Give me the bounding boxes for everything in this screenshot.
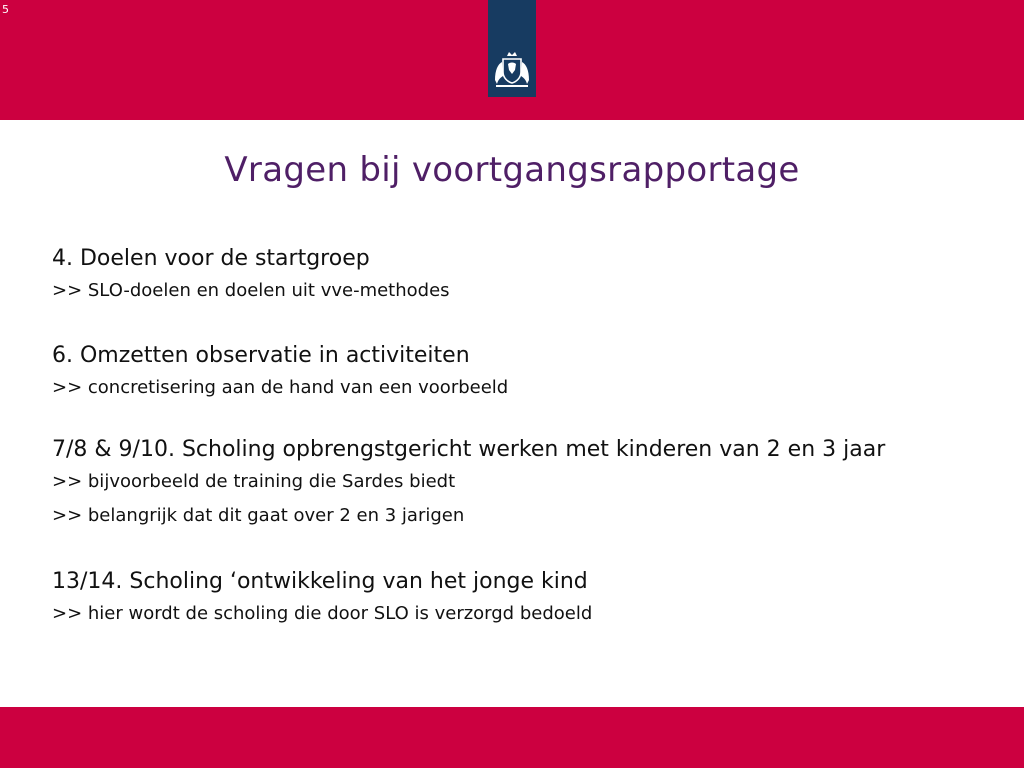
section-heading: 4. Doelen voor de startgroep <box>52 246 370 271</box>
coat-of-arms-icon <box>491 50 533 88</box>
section-subpoint: >> hier wordt de scholing die door SLO is verzorgd bedoeld <box>52 603 593 624</box>
section-subpoint: >> bijvoorbeeld de training die Sardes biedt <box>52 471 456 492</box>
section-subpoint: >> concretisering aan de hand van een voorbeeld <box>52 377 509 398</box>
slide-title: Vragen bij voortgangsrapportage <box>224 150 800 190</box>
section-subpoint: >> SLO-doelen en doelen uit vve-methodes <box>52 280 450 301</box>
section-heading: 6. Omzetten observatie in activiteiten <box>52 343 470 368</box>
logo-ribbon <box>488 0 536 97</box>
section-subpoint: >> belangrijk dat dit gaat over 2 en 3 jarigen <box>52 505 465 526</box>
slide-content <box>52 244 932 657</box>
bottom-footer-band <box>0 707 1024 768</box>
section-scholing-opbrengstgericht <box>52 435 932 533</box>
top-header-band <box>0 0 1024 120</box>
section-scholing-jonge-kind <box>52 567 932 631</box>
section-heading: 7/8 & 9/10. Scholing opbrengstgericht werken met kinderen van 2 en 3 jaar <box>52 437 886 462</box>
section-omzetten-observatie <box>52 341 932 405</box>
section-doelen-startgroep <box>52 244 932 308</box>
slide-number: 5 <box>2 3 9 16</box>
section-heading: 13/14. Scholing ‘ontwikkeling van het jonge kind <box>52 569 588 594</box>
